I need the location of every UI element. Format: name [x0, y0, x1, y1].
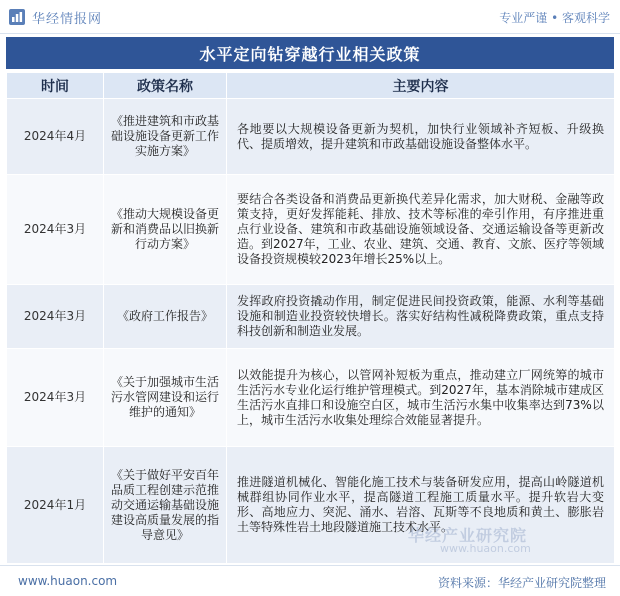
- footer: [0, 565, 620, 596]
- logo-text: 华经情报网: [32, 11, 103, 27]
- row-policy-name: 《推进建筑和市政基础设施设备更新工作实施方案》: [104, 99, 227, 175]
- watermark-url: www.huaon.com: [440, 542, 531, 555]
- row-content: 要结合各类设备和消费品更新换代差异化需求，加大财税、金融等政策支持，更好发挥能耗、排放、技术等标准的牵引作用，有序推进重点行业设备、建筑和市政基础设施领域设备、交通运输设备等更新改造。到2027年，工业、农业、建筑、交通、教育、文旅、医疗等领域设备投资规模较2023年增长25%以上。: [227, 175, 615, 285]
- footer-source: 资料来源：华经产业研究院整理: [437, 576, 606, 590]
- row-policy-name: 《关于做好平安百年品质工程创建示范推动交通运输基础设施建设高质量发展的指导意见》: [104, 447, 227, 564]
- slogan: 专业严谨 • 客观科学: [499, 11, 610, 25]
- policy-table: [6, 72, 615, 564]
- top-bar: [0, 0, 620, 34]
- row-time: 2024年3月: [7, 349, 104, 447]
- row-content: 以效能提升为核心，以管网补短板为重点，推动建立厂网统筹的城市生活污水专业化运行维护管理模式。到2027年，基本消除城市建成区生活污水直排口和设施空白区，城市生活污水集中收集率达到73%以上，城市生活污水收集处理综合效能显著提升。: [227, 349, 615, 447]
- chart-logo-icon: [8, 8, 26, 26]
- table-row: [7, 285, 615, 349]
- row-time: 2024年3月: [7, 285, 104, 349]
- table-row: [7, 349, 615, 447]
- row-content: 推进隧道机械化、智能化施工技术与装备研发应用，提高山岭隧道机械群组协同作业水平，提高隧道工程施工质量水平。提升软岩大变形、高地应力、突泥、涌水、岩溶、瓦斯等不良地质和黄土、膨胀岩土等特殊性岩土地段隧道施工技术水平。: [227, 447, 615, 564]
- row-policy-name: 《推动大规模设备更新和消费品以旧换新行动方案》: [104, 175, 227, 285]
- table-row: [7, 175, 615, 285]
- row-content: 各地要以大规模设备更新为契机，加快行业领域补齐短板、升级换代、提质增效，提升建筑和市政基础设施设备整体水平。: [227, 99, 615, 175]
- column-header-time: 时间: [7, 73, 104, 99]
- page-title: 水平定向钻穿越行业相关政策: [199, 44, 421, 64]
- row-content: 发挥政府投资撬动作用，制定促进民间投资政策，能源、水利等基础设施和制造业投资较快增长。落实好结构性减税降费政策，重点支持科技创新和制造业发展。: [227, 285, 615, 349]
- column-header-content: 主要内容: [227, 73, 615, 99]
- table-header-row: [7, 73, 615, 99]
- row-policy-name: 《关于加强城市生活污水管网建设和运行维护的通知》: [104, 349, 227, 447]
- row-time: 2024年3月: [7, 175, 104, 285]
- table-row: [7, 99, 615, 175]
- title-bar: [6, 37, 614, 69]
- column-header-policy-name: 政策名称: [104, 73, 227, 99]
- row-time: 2024年4月: [7, 99, 104, 175]
- row-time: 2024年1月: [7, 447, 104, 564]
- row-policy-name: 《政府工作报告》: [104, 285, 227, 349]
- watermark-text: 华经产业研究院: [408, 526, 528, 545]
- logo: [8, 7, 102, 27]
- footer-url: www.huaon.com: [18, 574, 118, 588]
